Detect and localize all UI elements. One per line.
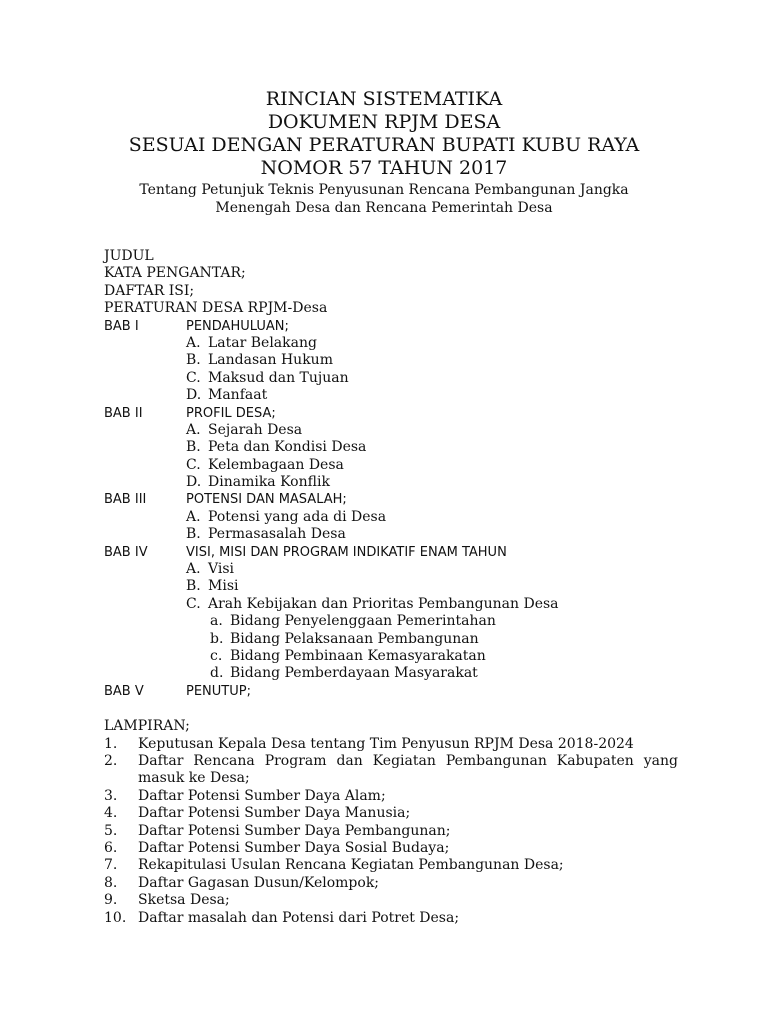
document-title-block	[0, 88, 768, 180]
item-letter: A.	[186, 334, 201, 351]
lampiran-text: Rekapitulasi Usulan Rencana Kegiatan Pembangunan Desa;	[138, 857, 564, 874]
item-text: Peta dan Kondisi Desa	[208, 439, 367, 456]
item-letter: C.	[186, 369, 201, 386]
lampiran-number: 9.	[104, 892, 118, 909]
bab-label: BAB II	[104, 405, 143, 421]
bab-title: PROFIL DESA;	[186, 405, 276, 421]
item-letter: B.	[186, 352, 201, 369]
lampiran-text: Daftar Potensi Sumber Daya Pembangunan;	[138, 822, 451, 839]
subtitle-line-1: Tentang Petunjuk Teknis Penyusunan Rencana Pembangunan Jangka	[139, 182, 629, 198]
item-text: Permasasalah Desa	[208, 526, 346, 543]
lampiran-item	[104, 736, 678, 753]
bab-3-item	[104, 526, 678, 543]
bab-2-item	[104, 474, 678, 491]
bab-3-heading	[104, 491, 678, 508]
lampiran-text: Daftar masalah dan Potensi dari Potret Desa;	[138, 909, 460, 926]
bab-4-item	[104, 578, 678, 595]
bab-1-heading	[104, 318, 678, 335]
item-text: Manfaat	[208, 387, 268, 404]
lampiran-item	[104, 788, 678, 805]
bab-label: BAB IV	[104, 544, 148, 560]
lampiran-text: Daftar Potensi Sumber Daya Sosial Budaya;	[138, 839, 450, 856]
bab-4-subitem	[104, 631, 678, 648]
bab-title: POTENSI DAN MASALAH;	[186, 492, 347, 508]
bab-1-item	[104, 352, 678, 369]
item-text: Misi	[208, 578, 239, 595]
lampiran-text: Daftar Potensi Sumber Daya Manusia;	[138, 805, 411, 822]
bab-2-heading	[104, 405, 678, 422]
item-letter: D.	[186, 387, 202, 404]
bab-label: BAB V	[104, 683, 144, 699]
front-judul: JUDUL	[104, 248, 154, 264]
lampiran-text: Keputusan Kepala Desa tentang Tim Penyusun RPJM Desa 2018-2024	[138, 735, 634, 752]
item-text: Dinamika Konflik	[208, 474, 330, 491]
item-text: Maksud dan Tujuan	[208, 369, 349, 386]
bab-2-item	[104, 439, 678, 456]
item-text: Landasan Hukum	[208, 352, 333, 369]
lampiran-number: 3.	[104, 787, 118, 804]
lampiran-item	[104, 805, 678, 822]
lampiran-item	[104, 892, 678, 909]
lampiran-number: 7.	[104, 857, 118, 874]
lampiran-item	[104, 910, 678, 927]
lampiran-item	[104, 857, 678, 874]
item-text: Kelembagaan Desa	[208, 456, 344, 473]
item-letter: A.	[186, 421, 201, 438]
lampiran-number: 2.	[104, 752, 118, 769]
lampiran-item	[104, 840, 678, 857]
lampiran-text: Daftar Potensi Sumber Daya Alam;	[138, 787, 386, 804]
bab-label: BAB III	[104, 492, 147, 508]
title-line-1: RINCIAN SISTEMATIKA	[265, 88, 503, 110]
lampiran-number: 8.	[104, 874, 118, 891]
bab-2-item	[104, 457, 678, 474]
lampiran-number: 1.	[104, 735, 118, 752]
bab-2-item	[104, 422, 678, 439]
subitem-text: Bidang Pemberdayaan Masyarakat	[230, 665, 478, 682]
bab-4-subitem	[104, 613, 678, 630]
lampiran-number: 10.	[104, 909, 127, 926]
bab-1-item	[104, 387, 678, 404]
lampiran-item	[104, 875, 678, 892]
item-text: Latar Belakang	[208, 334, 317, 351]
subtitle-line-2: Menengah Desa dan Rencana Pemerintah Desa	[215, 200, 553, 216]
bab-5-heading	[104, 683, 678, 700]
bab-4-subitem	[104, 665, 678, 682]
lampiran-title: LAMPIRAN;	[104, 718, 190, 735]
lampiran-text: Daftar Rencana Program dan Kegiatan Pembangunan Kabupaten yang masuk ke Desa;	[138, 752, 678, 787]
bab-3-item	[104, 509, 678, 526]
front-kata-pengantar: KATA PENGANTAR;	[104, 265, 246, 282]
bab-title: PENDAHULUAN;	[186, 318, 289, 334]
subitem-text: Bidang Pelaksanaan Pembangunan	[230, 630, 479, 647]
item-letter: A.	[186, 561, 201, 578]
item-letter: B.	[186, 578, 201, 595]
lampiran-number: 6.	[104, 839, 118, 856]
item-letter: B.	[186, 526, 201, 543]
subitem-letter: c.	[210, 647, 223, 664]
title-line-4: NOMOR 57 TAHUN 2017	[260, 157, 508, 179]
title-line-2: DOKUMEN RPJM DESA	[267, 111, 501, 133]
lampiran-number: 5.	[104, 822, 118, 839]
subitem-letter: d.	[210, 665, 224, 682]
title-line-3: SESUAI DENGAN PERATURAN BUPATI KUBU RAYA	[128, 134, 640, 156]
bab-label: BAB I	[104, 318, 139, 334]
lampiran-text: Sketsa Desa;	[138, 892, 230, 909]
subitem-text: Bidang Penyelenggaan Pemerintahan	[230, 613, 496, 630]
item-letter: C.	[186, 456, 201, 473]
lampiran-text: Daftar Gagasan Dusun/Kelompok;	[138, 874, 380, 891]
bab-4-item	[104, 596, 678, 613]
lampiran-item	[104, 823, 678, 840]
item-letter: B.	[186, 439, 201, 456]
item-text: Potensi yang ada di Desa	[208, 508, 387, 525]
bab-4-subitem	[104, 648, 678, 665]
item-letter: A.	[186, 508, 201, 525]
bab-title: PENUTUP;	[186, 683, 251, 699]
lampiran-number: 4.	[104, 805, 118, 822]
lampiran-item	[104, 753, 678, 788]
item-letter: C.	[186, 595, 201, 612]
subitem-letter: b.	[210, 630, 224, 647]
item-text: Sejarah Desa	[208, 421, 303, 438]
bab-1-item	[104, 335, 678, 352]
bab-1-item	[104, 370, 678, 387]
bab-title: VISI, MISI DAN PROGRAM INDIKATIF ENAM TAHUN	[186, 544, 507, 560]
item-letter: D.	[186, 474, 202, 491]
front-peraturan-desa: PERATURAN DESA RPJM-Desa	[104, 300, 328, 317]
section-gap	[104, 700, 678, 718]
outline-content	[104, 248, 678, 927]
bab-4-item	[104, 561, 678, 578]
item-text: Visi	[208, 561, 235, 578]
front-daftar-isi: DAFTAR ISI;	[104, 282, 195, 299]
subitem-text: Bidang Pembinaan Kemasyarakatan	[230, 647, 486, 664]
document-subtitle	[0, 181, 768, 217]
item-text: Arah Kebijakan dan Prioritas Pembangunan Desa	[208, 595, 559, 612]
bab-4-heading	[104, 544, 678, 561]
subitem-letter: a.	[210, 613, 223, 630]
